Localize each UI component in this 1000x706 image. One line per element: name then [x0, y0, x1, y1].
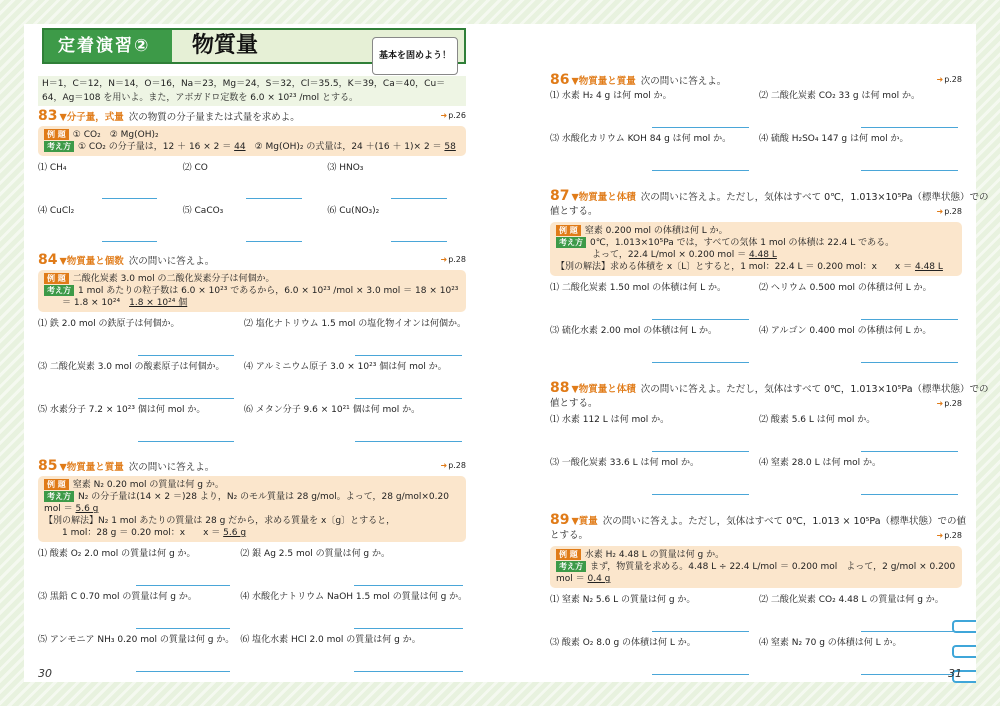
- example-text: 窒素 0.200 mol の体積は何 L か。: [584, 226, 728, 236]
- question: [550, 88, 753, 131]
- answer-value: 44: [234, 142, 246, 152]
- atomic-masses-note: H＝1，C＝12，N＝14，O＝16，Na＝23，Mg＝24，S＝32，Cl＝35.5，K＝39，Ca＝40，Cu＝64，Ag＝108 を用いよ。また，アボガドロ定数を 6.0 × 10²³ /mol とする。: [38, 76, 466, 106]
- answer-line[interactable]: [391, 241, 446, 242]
- section-title: [38, 458, 466, 474]
- answer-line[interactable]: [652, 494, 749, 495]
- answer-line[interactable]: [136, 671, 230, 672]
- question-text: ⑶ 二酸化炭素 3.0 mol の酸素原子は何個か。: [38, 362, 225, 372]
- question: [240, 632, 467, 675]
- question-text: ⑶ 硫化水素 2.00 mol の体積は何 L か。: [550, 326, 717, 336]
- section-88: [550, 380, 989, 498]
- example-tag: 例 題: [44, 129, 69, 140]
- answer-line[interactable]: [861, 631, 958, 632]
- section-instruction-cont: 値とする。: [550, 398, 598, 409]
- question-grid: [550, 412, 962, 498]
- alt-solution-text: 1 mol：28 g ＝ 0.20 mol：x x ＝: [62, 528, 224, 538]
- index-tab[interactable]: [952, 620, 976, 633]
- section-instruction-cont: 値とする。: [550, 206, 598, 217]
- title-text: 物質量: [192, 33, 259, 58]
- question: [38, 546, 234, 589]
- solution-text: ＝ 1.8 × 10²⁴: [62, 298, 121, 308]
- answer-value: 58: [444, 142, 456, 152]
- answer-line[interactable]: [652, 319, 749, 320]
- question-text: ⑵ 塩化ナトリウム 1.5 mol の塩化物イオンは何個か。: [243, 319, 466, 329]
- solution-text: N₂ の分子量は(14 × 2 ＝)28 より，N₂ のモル質量は 28 g/mol。よって，28 g/mol×0.20 mol ＝: [44, 492, 449, 514]
- solution-text: よって，22.4 L/mol × 0.200 mol ＝: [592, 250, 749, 260]
- answer-line[interactable]: [246, 198, 301, 199]
- question-text: ⑶ 一酸化炭素 33.6 L は何 mol か。: [550, 458, 699, 468]
- section-title: [38, 108, 466, 124]
- question-text: ⑵ CO: [182, 163, 208, 173]
- section-number: 89: [550, 512, 570, 528]
- question-text: ⑴ CH₄: [38, 163, 67, 173]
- section-title-cont: [550, 204, 962, 220]
- question-text: ⑷ CuCl₂: [38, 206, 75, 216]
- question: [550, 280, 753, 323]
- question-text: ⑵ ヘリウム 0.500 mol の体積は何 L か。: [759, 283, 932, 293]
- page-reference: ➜ p.28: [440, 458, 466, 474]
- alt-solution-text: 【別の解法】N₂ 1 mol あたりの質量は 28 g だから，求める質量を x〔g〕とすると，: [44, 516, 396, 526]
- question: [240, 546, 467, 589]
- solution-text: 1 mol あたりの粒子数は 6.0 × 10²³ であるから，6.0 × 10²³ /mol × 3.0 mol ＝ 18 × 10²³: [78, 286, 459, 296]
- question-text: ⑷ 窒素 28.0 L は何 mol か。: [759, 458, 881, 468]
- question: [38, 402, 238, 445]
- section-number: 85: [38, 458, 58, 474]
- solution-tag: 考え方: [44, 141, 74, 152]
- page-number-right: 31: [948, 667, 962, 680]
- section-number: 84: [38, 252, 58, 268]
- solution-text: ① CO₂ の分子量は，12 ＋ 16 × 2 ＝: [78, 142, 235, 152]
- section-title: [550, 512, 967, 528]
- question: [38, 632, 234, 675]
- alt-solution-text: 【別の解法】求める体積を x〔L〕とすると，1 mol：22.4 L ＝ 0.200 mol：x x ＝: [556, 262, 915, 272]
- question: [240, 589, 467, 632]
- question-text: ⑴ 酸素 O₂ 2.0 mol の質量は何 g か。: [38, 549, 196, 559]
- answer-line[interactable]: [652, 451, 749, 452]
- answer-line[interactable]: [861, 170, 958, 171]
- question: [759, 455, 962, 498]
- section-type: ▼物質量と体積: [571, 192, 636, 203]
- question-text: ⑹ メタン分子 9.6 × 10²¹ 個は何 mol か。: [243, 405, 421, 415]
- section-type: ▼物質量と体積: [571, 384, 636, 395]
- question: [244, 316, 466, 359]
- question-text: ⑷ アルミニウム原子 3.0 × 10²³ 個は何 mol か。: [243, 362, 447, 372]
- page-title: [172, 30, 464, 62]
- question: [327, 203, 466, 246]
- example-box: [550, 546, 962, 588]
- question-text: ⑴ 水素 112 L は何 mol か。: [550, 415, 670, 425]
- answer-line[interactable]: [652, 170, 749, 171]
- question: [550, 592, 753, 635]
- section-85: [38, 458, 466, 675]
- section-type: ▼分子量，式量: [59, 112, 124, 123]
- section-83: [38, 108, 466, 246]
- question: [327, 160, 466, 203]
- answer-line[interactable]: [861, 674, 958, 675]
- page-reference: ➜ p.28: [440, 252, 466, 268]
- practice-tag: 定着演習②: [44, 30, 174, 62]
- question: [244, 359, 466, 402]
- question-grid: [550, 88, 962, 174]
- answer-line[interactable]: [102, 198, 157, 199]
- question: [244, 402, 466, 445]
- question-text: ⑶ HNO₃: [327, 163, 364, 173]
- page-number-left: 30: [38, 667, 52, 680]
- example-tag: 例 題: [556, 549, 581, 560]
- question-text: ⑴ 窒素 N₂ 5.6 L の質量は何 g か。: [550, 595, 696, 605]
- answer-line[interactable]: [861, 494, 958, 495]
- question-text: ⑵ 酸素 5.6 L は何 mol か。: [759, 415, 876, 425]
- question: [38, 359, 238, 402]
- question: [38, 203, 177, 246]
- question-text: ⑶ 酸素 O₂ 8.0 g の体積は何 L か。: [550, 638, 696, 648]
- question: [183, 203, 322, 246]
- question-grid: [38, 160, 466, 246]
- section-instruction: 次の問いに答えよ。: [640, 76, 727, 87]
- example-tag: 例 題: [44, 479, 69, 490]
- question: [38, 316, 238, 359]
- question-text: ⑷ 水酸化ナトリウム NaOH 1.5 mol の質量は何 g か。: [240, 592, 468, 602]
- answer-line[interactable]: [355, 355, 462, 356]
- section-89: [550, 512, 967, 678]
- solution-text: まず，物質量を求める。4.48 L ÷ 22.4 L/mol ＝ 0.200 mol よって，2 g/mol × 0.200 mol ＝: [556, 562, 956, 584]
- section-title-cont: [550, 528, 962, 544]
- section-type: ▼物質量と個数: [59, 256, 124, 267]
- answer-line[interactable]: [354, 671, 463, 672]
- question-text: ⑶ 黒鉛 C 0.70 mol の質量は何 g か。: [38, 592, 197, 602]
- question-text: ⑷ アルゴン 0.400 mol の体積は何 L か。: [759, 326, 932, 336]
- question-grid: [550, 592, 962, 678]
- page-reference: ➜ p.28: [936, 204, 962, 220]
- question: [550, 412, 753, 455]
- example-text: ① CO₂ ② Mg(OH)₂: [72, 130, 159, 140]
- answer-value: 1.8 × 10²⁴ 個: [129, 298, 188, 308]
- section-number: 83: [38, 108, 58, 124]
- question-text: ⑸ アンモニア NH₃ 0.20 mol の質量は何 g か。: [38, 635, 235, 645]
- question: [759, 323, 962, 366]
- section-instruction: 次の物質の分子量または式量を求めよ。: [128, 112, 300, 123]
- question: [38, 160, 177, 203]
- question: [550, 131, 753, 174]
- section-instruction-cont: とする。: [550, 530, 589, 541]
- answer-line[interactable]: [136, 585, 230, 586]
- question-text: ⑹ 塩化水素 HCl 2.0 mol の質量は何 g か。: [240, 635, 421, 645]
- solution-tag: 考え方: [44, 491, 74, 502]
- section-number: 87: [550, 188, 570, 204]
- page-reference: ➜ p.26: [440, 108, 466, 124]
- answer-line[interactable]: [652, 362, 749, 363]
- question-text: ⑴ 鉄 2.0 mol の鉄原子は何個か。: [38, 319, 180, 329]
- question-grid: [38, 316, 466, 445]
- section-87: [550, 188, 989, 366]
- section-title: [550, 72, 962, 88]
- answer-value: 0.4 g: [587, 574, 611, 584]
- question-text: ⑷ 窒素 N₂ 70 g の体積は何 L か。: [759, 638, 902, 648]
- section-instruction: 次の問いに答えよ。ただし，気体はすべて 0℃，1.013 × 10⁵Pa（標準状態）での値: [602, 516, 967, 527]
- answer-line[interactable]: [102, 241, 157, 242]
- section-title-cont: [550, 396, 962, 412]
- question-grid: [38, 546, 466, 675]
- index-tabs: [952, 620, 976, 695]
- section-title: [38, 252, 466, 268]
- solution-tag: 考え方: [556, 237, 586, 248]
- question: [759, 88, 962, 131]
- question-text: ⑹ Cu(NO₃)₂: [327, 206, 380, 216]
- question: [759, 280, 962, 323]
- answer-line[interactable]: [246, 241, 301, 242]
- right-page: [500, 24, 989, 682]
- answer-line[interactable]: [861, 319, 958, 320]
- answer-line[interactable]: [652, 631, 749, 632]
- solution-tag: 考え方: [44, 285, 74, 296]
- question-text: ⑶ 水酸化カリウム KOH 84 g は何 mol か。: [550, 134, 732, 144]
- answer-line[interactable]: [652, 674, 749, 675]
- answer-line[interactable]: [652, 127, 749, 128]
- question: [759, 412, 962, 455]
- answer-line[interactable]: [354, 585, 463, 586]
- section-instruction: 次の問いに答えよ。: [128, 462, 215, 473]
- question-text: ⑸ CaCO₃: [182, 206, 224, 216]
- example-box: [38, 270, 466, 312]
- section-instruction: 次の問いに答えよ。: [128, 256, 215, 267]
- section-type: ▼物質量と質量: [571, 76, 636, 87]
- section-86: [550, 72, 962, 174]
- question: [183, 160, 322, 203]
- example-box: [550, 222, 962, 276]
- answer-line[interactable]: [861, 127, 958, 128]
- example-text: 窒素 N₂ 0.20 mol の質量は何 g か。: [72, 480, 224, 490]
- question: [550, 455, 753, 498]
- section-type: ▼質量: [571, 516, 598, 527]
- page-reference: ➜ p.28: [936, 72, 962, 88]
- left-page: [24, 24, 500, 682]
- question-text: ⑴ 二酸化炭素 1.50 mol の体積は何 L か。: [550, 283, 726, 293]
- question-grid: [550, 280, 962, 366]
- solution-tag: 考え方: [556, 561, 586, 572]
- section-title: [550, 380, 989, 396]
- answer-value: 5.6 g: [223, 528, 247, 538]
- question: [759, 635, 962, 678]
- answer-line[interactable]: [355, 398, 462, 399]
- example-box: [38, 476, 466, 542]
- section-instruction: 次の問いに答えよ。ただし，気体はすべて 0℃，1.013×10⁵Pa（標準状態）での: [640, 384, 989, 395]
- answer-line[interactable]: [355, 441, 462, 442]
- section-title: [550, 188, 989, 204]
- example-tag: 例 題: [556, 225, 581, 236]
- basic-badge: 基本を固めよう！: [372, 37, 458, 75]
- example-tag: 例 題: [44, 273, 69, 284]
- answer-line[interactable]: [136, 628, 230, 629]
- page-reference: ➜ p.28: [936, 396, 962, 412]
- example-box: [38, 126, 466, 156]
- question: [38, 589, 234, 632]
- question: [759, 131, 962, 174]
- section-84: [38, 252, 466, 445]
- section-number: 86: [550, 72, 570, 88]
- section-type: ▼物質量と質量: [59, 462, 124, 473]
- question-text: ⑵ 銀 Ag 2.5 mol の質量は何 g か。: [240, 549, 391, 559]
- practice-header: [42, 28, 466, 64]
- answer-line[interactable]: [391, 198, 446, 199]
- question-text: ⑸ 水素分子 7.2 × 10²³ 個は何 mol か。: [38, 405, 206, 415]
- question-text: ⑴ 水素 H₂ 4 g は何 mol か。: [550, 91, 672, 101]
- answer-value: 5.6 g: [75, 504, 99, 514]
- page-reference: ➜ p.28: [936, 528, 962, 544]
- answer-line[interactable]: [138, 441, 234, 442]
- answer-value: 4.48 L: [914, 262, 943, 272]
- section-instruction: 次の問いに答えよ。ただし，気体はすべて 0℃，1.013×10⁵Pa（標準状態）での: [640, 192, 989, 203]
- question: [550, 635, 753, 678]
- question-text: ⑵ 二酸化炭素 CO₂ 33 g は何 mol か。: [759, 91, 920, 101]
- answer-line[interactable]: [861, 451, 958, 452]
- question-text: ⑵ 二酸化炭素 CO₂ 4.48 L の質量は何 g か。: [759, 595, 944, 605]
- example-text: 二酸化炭素 3.0 mol の二酸化炭素分子は何個か。: [72, 274, 275, 284]
- question: [550, 323, 753, 366]
- solution-text: 0℃，1.013×10⁵Pa では，すべての気体 1 mol の体積は 22.4 L である。: [590, 238, 895, 248]
- answer-value: 4.48 L: [748, 250, 777, 260]
- answer-line[interactable]: [138, 355, 234, 356]
- solution-text: ② Mg(OH)₂ の式量は，24 ＋(16 ＋ 1)× 2 ＝: [245, 142, 445, 152]
- index-tab[interactable]: [952, 645, 976, 658]
- answer-line[interactable]: [138, 398, 234, 399]
- answer-line[interactable]: [354, 628, 463, 629]
- answer-line[interactable]: [861, 362, 958, 363]
- section-number: 88: [550, 380, 570, 396]
- question: [759, 592, 962, 635]
- question-text: ⑷ 硫酸 H₂SO₄ 147 g は何 mol か。: [759, 134, 909, 144]
- example-text: 水素 H₂ 4.48 L の質量は何 g か。: [584, 550, 725, 560]
